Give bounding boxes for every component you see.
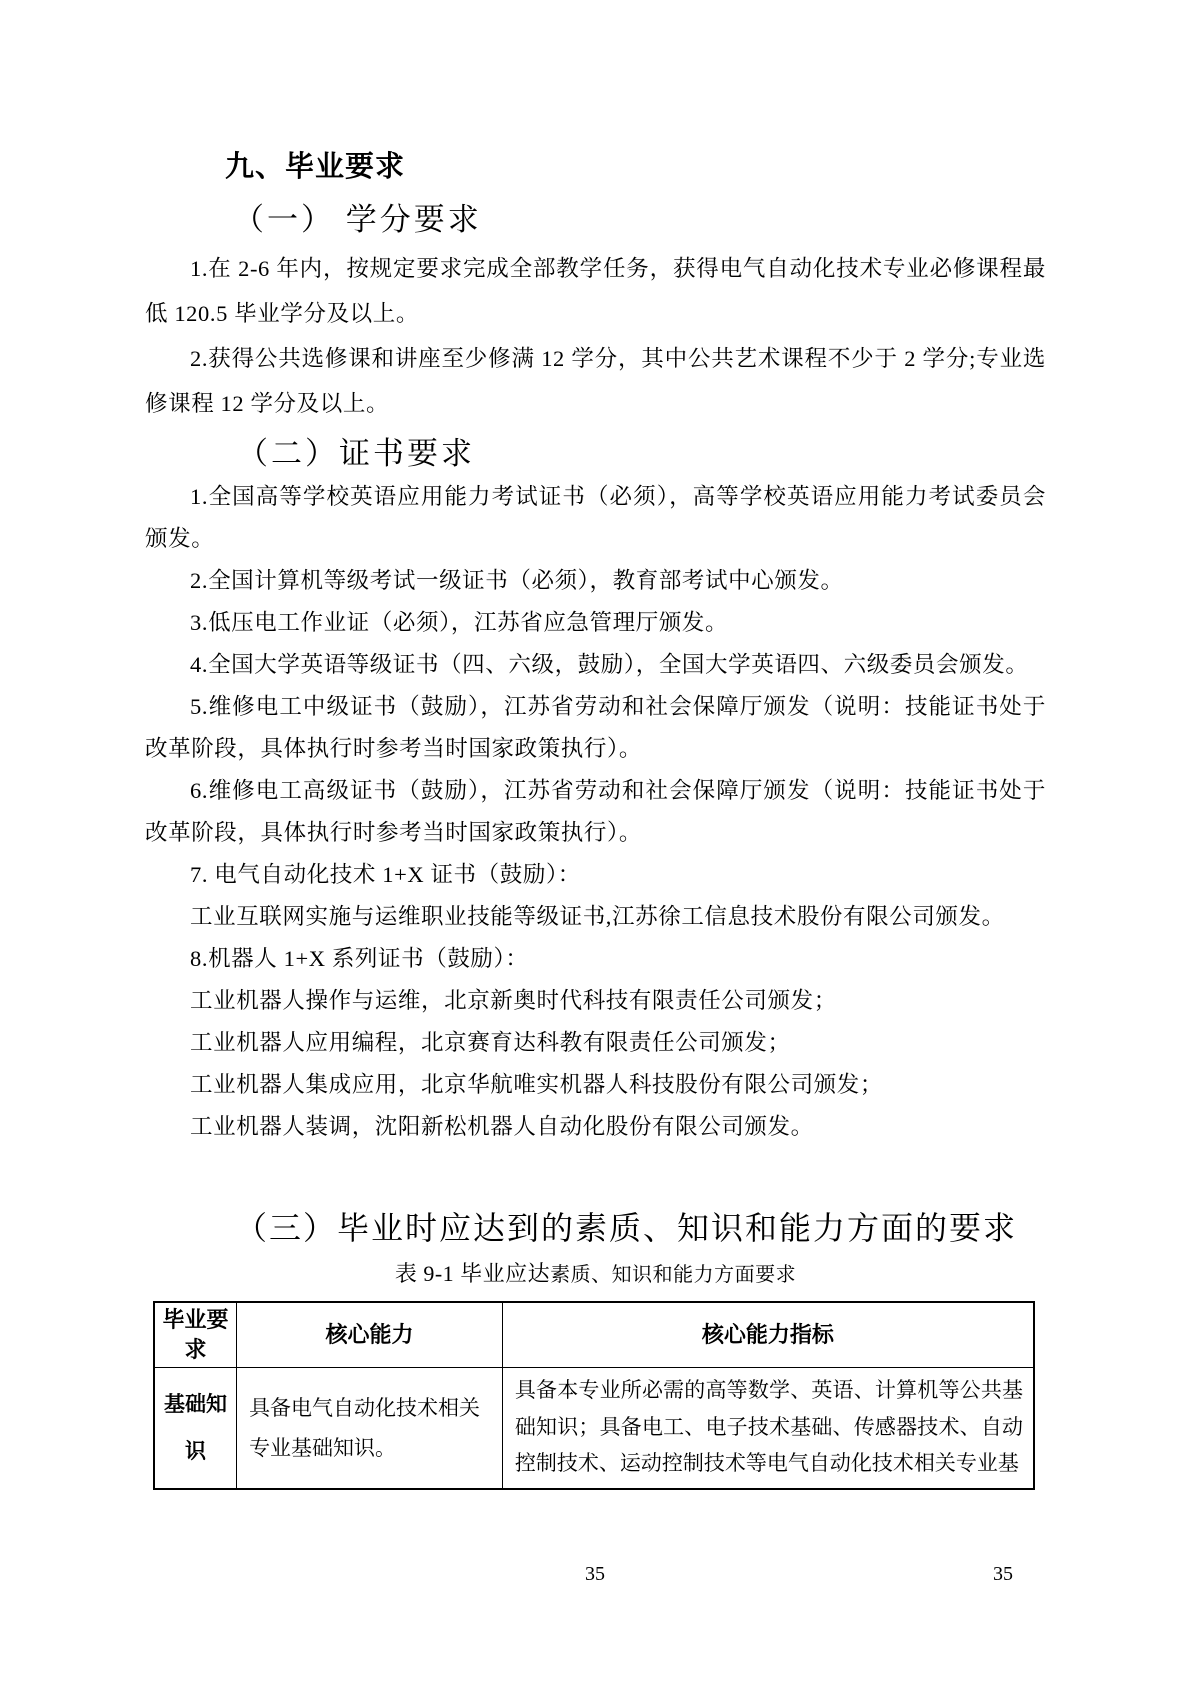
section-credit-requirements bbox=[145, 246, 1046, 426]
paragraph: 7. 电气自动化技术 1+X 证书（鼓励）： bbox=[190, 862, 581, 887]
table-header-core-ability: 核心能力 bbox=[237, 1302, 503, 1368]
table-row bbox=[154, 1368, 1034, 1489]
paragraph: 工业机器人集成应用，北京华航唯实机器人科技股份有限公司颁发； bbox=[190, 1072, 884, 1097]
cell-requirement-basic-knowledge: 基础知识 bbox=[154, 1368, 237, 1489]
paragraph: 1.在 2-6 年内，按规定要求完成全部教学任务，获得电气自动化技术专业必修课程最低 120.5 毕业学分及以上。 bbox=[145, 256, 1046, 326]
paragraph: 2.获得公共选修课和讲座至少修满 12 学分，其中公共艺术课程不少于 2 学分;专业选修课程 12 学分及以上。 bbox=[145, 346, 1046, 416]
cell-core-ability-indicators: 具备本专业所必需的高等数学、英语、计算机等公共基础知识；具备电工、电子技术基础、传感器技术、自动控制技术、运动控制技术等电气自动化技术相关专业基 bbox=[502, 1368, 1034, 1489]
page-number-center: 35 bbox=[585, 1563, 605, 1585]
paragraph: 工业互联网实施与运维职业技能等级证书,江苏徐工信息技术股份有限公司颁发。 bbox=[190, 904, 1005, 929]
paragraph: 工业机器人装调，沈阳新松机器人自动化股份有限公司颁发。 bbox=[190, 1114, 814, 1139]
paragraph: 6.维修电工高级证书（鼓励），江苏省劳动和社会保障厅颁发（说明：技能证书处于改革阶段，具体执行时参考当时国家政策执行）。 bbox=[145, 778, 1046, 845]
section-heading-quality-knowledge-ability: （三）毕业时应达到的素质、知识和能力方面的要求 bbox=[235, 1210, 1018, 1246]
paragraph: 5.维修电工中级证书（鼓励），江苏省劳动和社会保障厅颁发（说明：技能证书处于改革阶段，具体执行时参考当时国家政策执行）。 bbox=[145, 694, 1046, 761]
section-certificate-requirements bbox=[145, 476, 1046, 1148]
table-caption-text: 素质、知识和能力方面要求 bbox=[550, 1264, 797, 1286]
table-header-core-ability-indicator: 核心能力指标 bbox=[502, 1302, 1034, 1368]
graduation-requirements-table bbox=[153, 1301, 1035, 1490]
table-header-row bbox=[154, 1302, 1034, 1368]
table-header-graduation-requirement: 毕业要求 bbox=[154, 1302, 237, 1368]
page-number-right: 35 bbox=[993, 1563, 1013, 1585]
paragraph: 8.机器人 1+X 系列证书（鼓励）： bbox=[190, 946, 529, 971]
page-content bbox=[145, 0, 1046, 1490]
paragraph: 工业机器人应用编程，北京赛育达科教有限责任公司颁发； bbox=[190, 1030, 791, 1055]
section-heading-credit-requirements: （一） 学分要求 bbox=[233, 202, 482, 237]
section-heading-certificate-requirements: （二）证书要求 bbox=[237, 436, 475, 471]
paragraph: 1.全国高等学校英语应用能力考试证书（必须），高等学校英语应用能力考试委员会颁发。 bbox=[145, 484, 1046, 551]
table-caption bbox=[145, 1260, 1046, 1291]
paragraph: 工业机器人操作与运维，北京新奥时代科技有限责任公司颁发； bbox=[190, 988, 837, 1013]
table-caption-number: 表 9-1 毕业应达 bbox=[394, 1261, 551, 1286]
paragraph: 3.低压电工作业证（必须），江苏省应急管理厅颁发。 bbox=[190, 610, 729, 635]
cell-core-ability: 具备电气自动化技术相关专业基础知识。 bbox=[237, 1368, 503, 1489]
paragraph: 4.全国大学英语等级证书（四、六级，鼓励），全国大学英语四、六级委员会颁发。 bbox=[190, 652, 1029, 677]
document-title: 九、毕业要求 bbox=[225, 151, 406, 183]
paragraph: 2.全国计算机等级考试一级证书（必须），教育部考试中心颁发。 bbox=[190, 568, 844, 593]
